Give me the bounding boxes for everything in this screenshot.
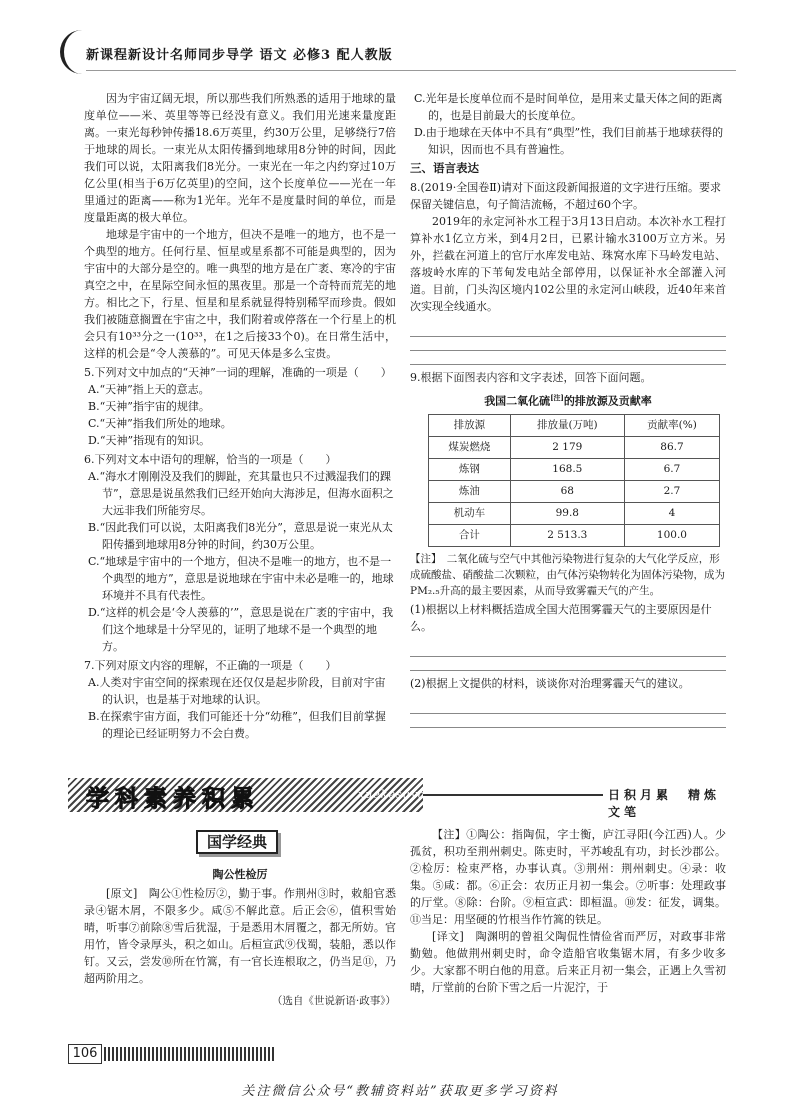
col-header: 排放量(万吨) xyxy=(510,414,624,436)
table-row xyxy=(429,502,720,524)
answer-lines-q9-2[interactable] xyxy=(410,700,726,728)
question-8: 8.(2019·全国卷Ⅱ)请对下面这段新闻报道的文字进行压缩。要求保留关键信息，句子简洁流畅，不超过60个字。 xyxy=(410,181,722,211)
q5-option-d: D.“天神”指现有的知识。 xyxy=(88,434,211,447)
question-8-passage: 2019年的永定河补水工程于3月13日启动。本次补水工程打算补水1亿立方米，到4月2日，已累计输水3100万立方米。另外，拦截在河道上的官厅水库发电站、珠窝水库下马岭发电站、落坡岭水库的下苇甸发电站全部停用，以保证补水全部灌入河道。目前，门头沟区境内102公里的永定河山峡段，近40年来首次实现全线通水。 xyxy=(410,215,726,313)
q7-option-d: D.由于地球在天体中不具有“典型”性，我们目前基于地球获得的知识，因而也不具有普遍性。 xyxy=(414,126,724,156)
right-column xyxy=(410,90,726,732)
footer-notice: 关注微信公众号“教辅资料站”获取更多学习资料 xyxy=(241,1084,559,1099)
table-cell: 100.0 xyxy=(624,524,719,546)
table-row xyxy=(429,436,720,458)
table-cell: 2.7 xyxy=(624,480,719,502)
question-6: 6.下列对文本中语句的理解，恰当的一项是（ ） xyxy=(84,453,337,466)
page-header xyxy=(60,30,740,80)
left-column xyxy=(84,90,396,742)
table-header-row xyxy=(429,414,720,436)
table-row xyxy=(429,524,720,546)
banner-title: 学科素养积累 xyxy=(86,786,260,812)
col-header: 排放源 xyxy=(429,414,511,436)
answer-lines-q8[interactable] xyxy=(410,323,726,365)
table-cell: 炼油 xyxy=(429,480,511,502)
classic-original-text: [原文] 陶公①性检厉②，勤于事。作荆州③时，敕船官悉录④锯木屑，不限多少。咸⑤不解此意。后正会⑥，值积雪始晴，听事⑦前除⑧雪后犹湿，于是悉用木屑覆之，都无所妨。官用竹，皆令录厚头，积之如山。后桓宣武⑨伐蜀，装船，悉以作钉。又云，尝发⑩所在竹篙，有一官长连根取之，仍当足⑪，乃超两阶用之。 xyxy=(84,887,396,985)
classic-notes: 【注】①陶公：指陶侃，字士衡，庐江寻阳(今江西)人。少孤贫，积功至荆州刺史。陈吏时，平苏峻乱有功，封长沙郡公。②检厉：检束严格，办事认真。③荆州：荆州刺史。④录：收集。⑤咸：都。⑥正会：农历正月初一集会。⑦听事：处理政事的厅堂。⑧除：台阶。⑨桓宣武：即桓温。⑩发：征发，调集。⑪当足：用坚硬的竹根当作竹篙的铁足。 xyxy=(410,828,726,926)
q7-option-a: A.人类对宇宙空间的探索现在还仅仅是起步阶段，目前对宇宙的认识，也是基于对地球的认识。 xyxy=(88,676,386,706)
question-7: 7.下列对原文内容的理解，不正确的一项是（ ） xyxy=(84,659,337,672)
classic-notes-column xyxy=(410,826,726,996)
q6-option-c: C.“地球是宇宙中的一个地方，但决不是唯一的地方，也不是一个典型的地方”，意思是说地球在宇宙中未必是唯一的，地球环境并不具有代表性。 xyxy=(88,555,394,602)
question-9-sub-1: (1)根据以上材料概括造成全国大范围雾霾天气的主要原因是什么。 xyxy=(410,602,712,633)
classic-badge: 国学经典 xyxy=(196,830,278,854)
table-cell: 68 xyxy=(510,480,624,502)
classic-text-column xyxy=(84,866,396,1010)
classic-heading: 陶公性检厉 xyxy=(212,868,268,881)
q7-option-b: B.在探索宇宙方面，我们可能还十分“幼稚”，但我们目前掌握的理论已经证明努力不会白费。 xyxy=(88,710,386,740)
q5-option-b: B.“天神”指宇宙的规律。 xyxy=(88,400,210,413)
table-cell: 煤炭燃烧 xyxy=(429,436,511,458)
answer-lines-q9-1[interactable] xyxy=(410,643,726,671)
banner-pinyin: xuekesuyangjilei xyxy=(358,788,468,801)
table-cell: 2 179 xyxy=(510,436,624,458)
page-number-block xyxy=(68,1044,278,1064)
table-cell: 2 513.3 xyxy=(510,524,624,546)
table-row xyxy=(429,458,720,480)
col-header: 贡献率(%) xyxy=(624,414,719,436)
passage-paragraph-2: 地球是宇宙中的一个地方，但决不是唯一的地方，也不是一个典型的地方。任何行星、恒星或星系都不可能是典型的，因为宇宙中的大部分是空的。唯一典型的地方是在广袤、寒冷的宇宙真空之中，在星际空间永恒的黑夜里。那是一个奇特而荒芜的地方。相比之下，行星、恒星和星系就显得特别稀罕而珍贵。假如我们被随意搁置在宇宙之中，我们附着或停落在一个行星上的机会只有10³³分之一(10³³，在1之后接33个0)。在日常生活中，这样的机会是“令人羡慕的”。可见天体是多么宝贵。 xyxy=(84,228,396,360)
passage-paragraph-1: 因为宇宙辽阔无垠，所以那些我们所熟悉的适用于地球的量度单位——米、英里等等已经没有意义。我们用光速来量度距离。一束光每秒钟传播18.6万英里，约30万公里，足够绕行7倍于地球的周长。一束光从太阳传播到地球用8分钟的时间，因此我们可以说，太阳离我们8光分。一束光在一年之内约穿过10万亿公里(相当于6万亿英里)的空间，这个长度单位——光在一年里通过的距离——称为1光年。光年不是度量时间的单位，而是度量距离的极大单位。 xyxy=(84,92,396,224)
section-banner xyxy=(68,778,728,819)
page-number: 106 xyxy=(68,1044,102,1064)
table-cell: 168.5 xyxy=(510,458,624,480)
q6-option-a: A.“海水才刚刚没及我们的脚趾，充其量也只不过溅湿我们的踝节”，意思是说虽然我们已经开始向大海涉足，但海水面积之大远非我们所能穷尽。 xyxy=(88,470,394,517)
table-cell: 合计 xyxy=(429,524,511,546)
table-cell: 炼钢 xyxy=(429,458,511,480)
banner-rule xyxy=(423,794,603,796)
table-title: 我国二氧化硫[注]的排放源及贡献率 xyxy=(484,393,652,408)
classic-source: （选自《世说新语·政事》） xyxy=(271,995,396,1007)
q7-option-c: C.光年是长度单位而不是时间单位，是用来丈量天体之间的距离的，也是目前最大的长度单位。 xyxy=(414,92,723,122)
banner-slogan: 日积月累 精炼文笔 xyxy=(608,788,721,819)
table-cell: 机动车 xyxy=(429,502,511,524)
table-cell: 4 xyxy=(624,502,719,524)
question-5: 5.下列对文中加点的“天神”一词的理解，准确的一项是（ ） xyxy=(84,366,392,379)
table-cell: 86.7 xyxy=(624,436,719,458)
q6-option-b: B.“因此我们可以说，太阳离我们8光分”，意思是说一束光从太阳传播到地球用8分钟的时间，约30万公里。 xyxy=(88,521,393,551)
table-cell: 99.8 xyxy=(510,502,624,524)
classic-translation: [译文] 陶渊明的曾祖父陶侃性情俭省而严厉，对政事非常勤勉。他做荆州刺史时，命令造船官收集锯木屑，有多少收多少。大家都不明白他的用意。后来正月初一集会，正遇上久雪初晴，厅堂前的台阶下雪之后一片泥泞，于 xyxy=(410,930,726,994)
question-9: 9.根据下面图表内容和文字表述，回答下面问题。 xyxy=(410,371,652,384)
page-number-decoration xyxy=(104,1047,274,1061)
table-cell: 6.7 xyxy=(624,458,719,480)
section-heading: 三、语言表达 xyxy=(410,161,479,175)
table-note: 【注】 二氧化硫与空气中其他污染物进行复杂的大气化学反应，形成硫酸盐、硝酸盐二次颗粒，由气体污染物转化为固体污染物，成为PM₂.₅升高的最主要因素，从而导致雾霾天气的产生。 xyxy=(410,552,725,597)
header-title: 新课程新设计名师同步导学 语文 必修3 配人教版 xyxy=(86,48,393,63)
header-rule xyxy=(86,70,736,71)
q5-option-c: C.“天神”指我们所处的地球。 xyxy=(88,417,232,430)
table-row xyxy=(429,480,720,502)
question-9-sub-2: (2)根据上文提供的材料，谈谈你对治理雾霾天气的建议。 xyxy=(410,676,690,690)
q5-option-a: A.“天神”指上天的意志。 xyxy=(88,383,210,396)
emission-table xyxy=(428,414,720,547)
q6-option-d: D.“这样的机会是‘令人羡慕的’”，意思是说在广袤的宇宙中，我们这个地球是十分罕见的，证明了地球不是一个典型的地方。 xyxy=(88,606,394,653)
